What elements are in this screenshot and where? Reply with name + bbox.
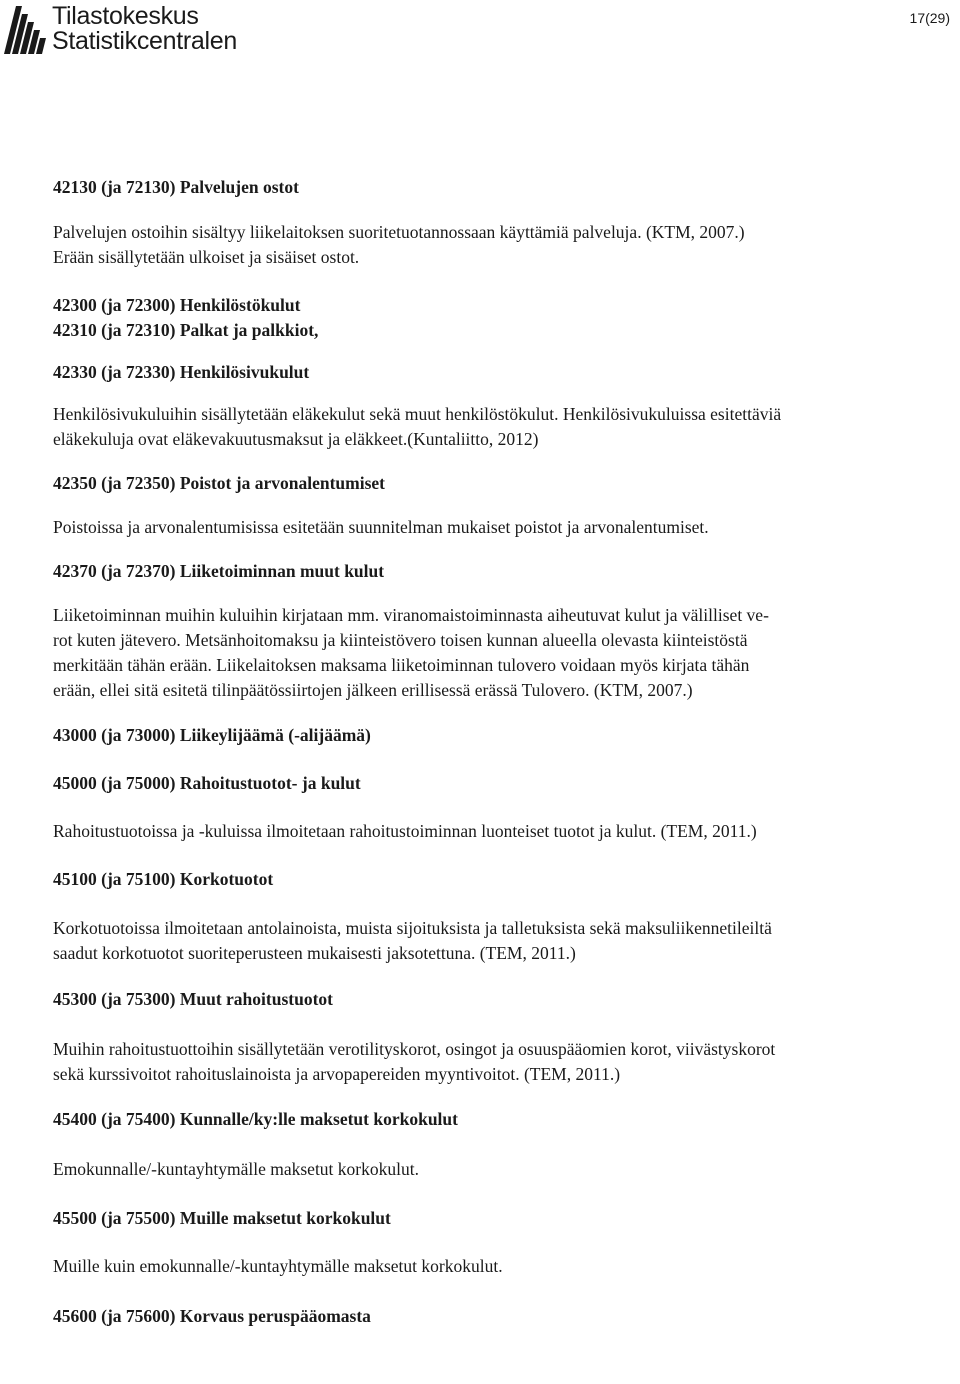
text-line: merkitään tähän erään. Liikelaitoksen maksama liiketoiminnan tulovero voidaan myös kirjata tähän <box>53 655 750 675</box>
text-line: 42330 (ja 72330) Henkilösivukulut <box>53 362 310 382</box>
paragraph <box>53 603 958 703</box>
text-line: 45400 (ja 75400) Kunnalle/ky:lle maksetut korkokulut <box>53 1109 458 1129</box>
text-line: Muihin rahoitustuottoihin sisällytetään verotilityskorot, osingot ja osuuspääomien korot, viivästyskorot <box>53 1039 776 1059</box>
text-line: Liiketoiminnan muihin kuluihin kirjataan mm. viranomaistoiminnasta aiheutuvat kulut ja välilliset ve- <box>53 605 769 625</box>
text-line: 43000 (ja 73000) Liikeylijäämä (-alijäämä) <box>53 725 371 745</box>
text-line: Emokunnalle/-kuntayhtymälle maksetut korkokulut. <box>53 1159 419 1179</box>
text-line: 45600 (ja 75600) Korvaus peruspääomasta <box>53 1306 371 1326</box>
text-line: Henkilösivukuluihin sisällytetään eläkekulut sekä muut henkilöstökulut. Henkilösivukuluissa esitettäviä <box>53 404 782 424</box>
section-heading <box>53 771 958 796</box>
text-line: 42300 (ja 72300) Henkilöstökulut <box>53 295 301 315</box>
text-line: Muille kuin emokunnalle/-kuntayhtymälle maksetut korkokulut. <box>53 1256 503 1276</box>
text-line: 42130 (ja 72130) Palvelujen ostot <box>53 177 299 197</box>
text-line: Palvelujen ostoihin sisältyy liikelaitoksen suoritetuotannossaan käyttämiä palveluja. (KTM, 2007.) <box>53 222 745 242</box>
page-number: 17(29) <box>909 10 950 26</box>
section-heading <box>53 987 958 1012</box>
section-heading <box>53 471 958 496</box>
logo-mark-icon <box>2 4 50 56</box>
section-heading <box>53 293 958 343</box>
text-line: Korkotuotoissa ilmoitetaan antolainoista, muista sijoituksista ja talletuksista sekä maksuliikennetileiltä <box>53 918 772 938</box>
document-body <box>53 155 958 1329</box>
text-line: rot kuten jätevero. Metsänhoitomaksu ja kiinteistövero toisen kunnan alueella olevasta kiinteistöstä <box>53 630 748 650</box>
paragraph <box>53 916 958 966</box>
section-heading <box>53 559 958 584</box>
text-line: saadut korkotuotot suoriteperusteen mukaisesti jaksotettuna. (TEM, 2011.) <box>53 943 576 963</box>
paragraph <box>53 515 958 540</box>
section-heading <box>53 867 958 892</box>
tilastokeskus-logo <box>2 4 252 56</box>
text-line: sekä kurssivoitot rahoituslainoista ja arvopapereiden myyntivoitot. (TEM, 2011.) <box>53 1064 621 1084</box>
paragraph <box>53 1254 958 1279</box>
text-line: 45100 (ja 75100) Korkotuotot <box>53 869 274 889</box>
text-line: Poistoissa ja arvonalentumisissa esitetään suunnitelman mukaiset poistot ja arvonalentumiset. <box>53 517 709 537</box>
text-line: 42310 (ja 72310) Palkat ja palkkiot, <box>53 320 319 340</box>
text-line: 45000 (ja 75000) Rahoitustuotot- ja kulut <box>53 773 361 793</box>
text-line: 45300 (ja 75300) Muut rahoitustuotot <box>53 989 333 1009</box>
paragraph <box>53 1037 958 1087</box>
logo-text-finnish: Tilastokeskus <box>52 2 199 30</box>
section-heading <box>53 723 958 748</box>
text-line: Erään sisällytetään ulkoiset ja sisäiset ostot. <box>53 247 360 267</box>
paragraph <box>53 819 958 844</box>
section-heading <box>53 1107 958 1132</box>
text-line: 42350 (ja 72350) Poistot ja arvonalentumiset <box>53 473 385 493</box>
section-heading <box>53 360 958 385</box>
paragraph <box>53 220 958 270</box>
section-heading <box>53 1206 958 1231</box>
logo-text-swedish: Statistikcentralen <box>52 27 237 55</box>
text-line: Rahoitustuotoissa ja -kuluissa ilmoitetaan rahoitustoiminnan luonteiset tuotot ja kulut. (TEM, 2011.) <box>53 821 757 841</box>
text-line: 45500 (ja 75500) Muille maksetut korkokulut <box>53 1208 391 1228</box>
text-line: 42370 (ja 72370) Liiketoiminnan muut kulut <box>53 561 385 581</box>
paragraph <box>53 402 958 452</box>
section-heading <box>53 1304 958 1329</box>
paragraph <box>53 1157 958 1182</box>
text-line: eläkekuluja ovat eläkevakuutusmaksut ja eläkkeet.(Kuntaliitto, 2012) <box>53 429 539 449</box>
text-line: erään, ellei sitä esitetä tilinpäätössiirtojen jälkeen erillisessä erässä Tulovero. (KTM, 2007.) <box>53 680 693 700</box>
section-heading <box>53 175 958 200</box>
